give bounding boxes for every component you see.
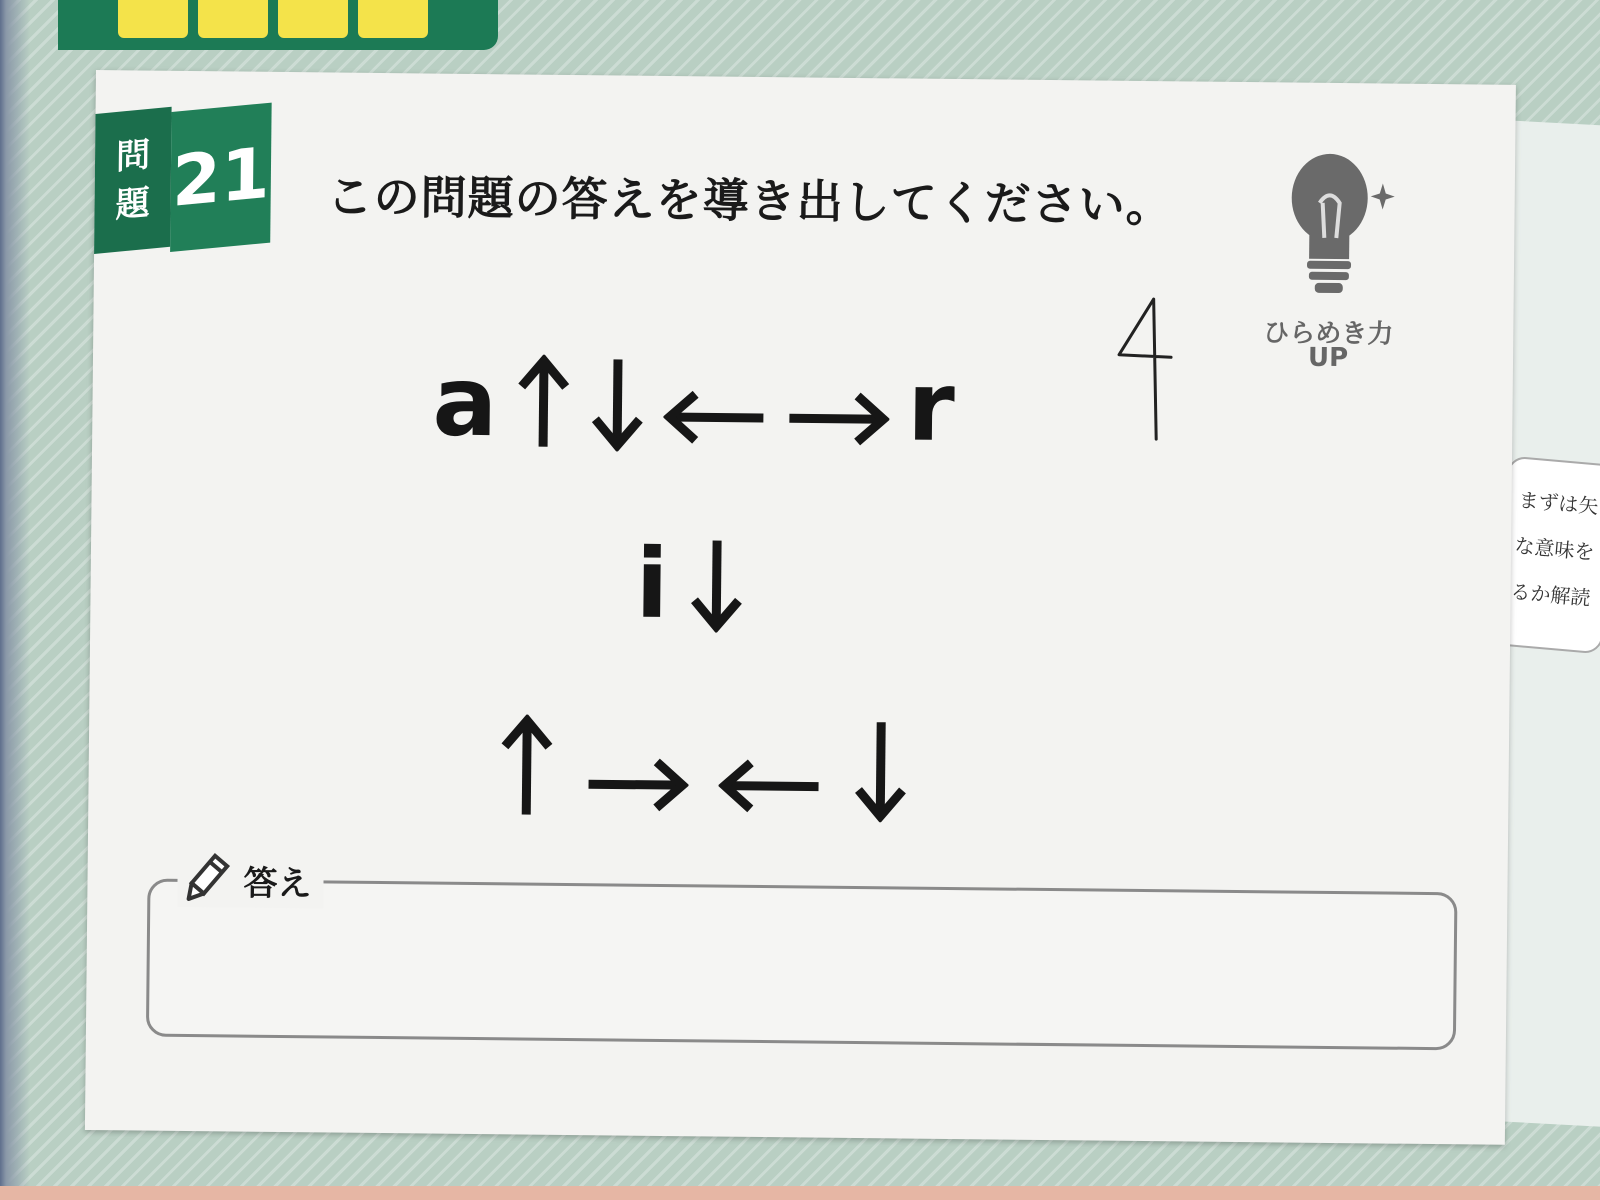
chapter-chip xyxy=(198,0,268,38)
problem-title: この問題の答えを導き出してください。 xyxy=(326,169,1173,233)
arrow-left-icon xyxy=(718,751,823,822)
chapter-chip xyxy=(358,0,428,38)
hint-tag-line2: UP xyxy=(1307,342,1349,374)
side-hint-line: まずは矢 xyxy=(1517,487,1600,519)
bottom-edge-strip xyxy=(0,1186,1600,1200)
arrow-up-icon xyxy=(515,354,572,451)
problem-label-char: 問 xyxy=(115,134,151,179)
problem-label-char: 題 xyxy=(115,182,150,226)
chapter-tab xyxy=(58,0,498,50)
arrow-left-icon xyxy=(663,382,768,453)
puzzle-letter: i xyxy=(635,527,670,641)
problem-number: 21 xyxy=(170,103,272,252)
arrow-up-icon xyxy=(498,714,555,819)
lightbulb-icon xyxy=(1284,142,1396,303)
problem-sheet xyxy=(85,70,1516,1145)
chapter-chip xyxy=(278,0,348,38)
puzzle-letter: a xyxy=(431,345,498,459)
hint-tag xyxy=(1253,142,1405,374)
arrow-down-icon xyxy=(688,536,745,633)
puzzle-row-3 xyxy=(498,714,909,822)
side-hint-line: るか解読 xyxy=(1509,579,1592,611)
arrow-down-icon xyxy=(589,355,646,452)
problem-badge xyxy=(94,110,296,262)
puzzle-letter: r xyxy=(906,350,956,464)
arrow-right-icon xyxy=(584,749,689,820)
book-edge-shadow xyxy=(0,0,30,1200)
arrow-right-icon xyxy=(785,383,890,454)
chapter-chip xyxy=(118,0,188,38)
puzzle-row-1 xyxy=(431,345,956,464)
side-hint-line: な意味を xyxy=(1513,533,1596,565)
puzzle-row-2 xyxy=(635,527,745,641)
answer-input-box[interactable] xyxy=(146,879,1458,1051)
answer-label-text: 答え xyxy=(243,863,312,904)
arrow-down-icon xyxy=(852,718,909,823)
answer-label xyxy=(177,851,324,909)
pencil-icon xyxy=(177,851,234,908)
handwritten-note xyxy=(1112,291,1194,442)
problem-label xyxy=(94,107,172,254)
hint-tag-line1: ひらめき力 xyxy=(1263,318,1394,350)
